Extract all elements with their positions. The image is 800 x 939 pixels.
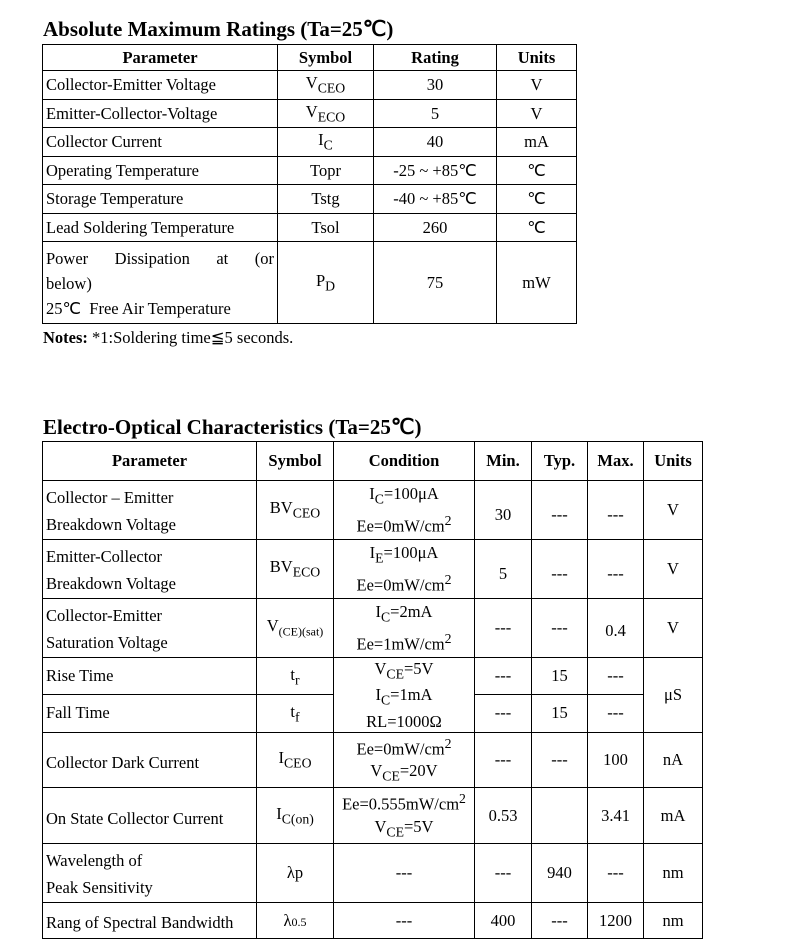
eoc-condition: $Ee=0mW/cm^2$ $V_{CE}=20V$ <box>334 732 475 788</box>
eoc-min: 30 <box>475 481 532 540</box>
amr-notes: Notes: *1:Soldering time≦5 seconds. <box>43 328 294 347</box>
eoc-units: V <box>644 599 703 658</box>
eoc-condition: $I_C=100\mu A$ $Ee=0mW/cm^2$ <box>334 481 475 540</box>
amr-symbol: $V_{CEO}$ <box>278 71 374 100</box>
eoc-row <box>43 903 703 939</box>
amr-row <box>43 214 577 242</box>
eoc-max: --- <box>588 695 644 732</box>
power-line-1: Power Dissipation at (or <box>46 249 274 268</box>
eoc-max: --- <box>588 658 644 695</box>
amr-rating: 30 <box>374 71 497 100</box>
eoc-units: V <box>644 481 703 540</box>
eoc-min: 0.53 <box>475 788 532 844</box>
eoc-condition: $I_E=100\mu A$ $Ee=0mW/cm^2$ <box>334 540 475 599</box>
eoc-condition: --- <box>334 903 475 939</box>
eoc-row <box>43 481 703 540</box>
eoc-parameter: Collector – Emitter Breakdown Voltage <box>43 481 257 540</box>
eoc-symbol: λp <box>257 844 334 903</box>
eoc-units: mA <box>644 788 703 844</box>
eoc-header-typ: Typ. <box>532 442 588 481</box>
eoc-condition: $Ee=0.555mW/cm^2$ $V_{CE}=5V$ <box>334 788 475 844</box>
amr-header-parameter: Parameter <box>43 45 278 71</box>
eoc-parameter: Wavelength of Peak Sensitivity <box>43 844 257 903</box>
amr-rating: -40 ~ +85℃ <box>374 185 497 214</box>
eoc-max: --- <box>588 481 644 540</box>
eoc-parameter: Fall Time <box>43 695 257 732</box>
amr-header-units: Units <box>497 45 577 71</box>
eoc-typ: 15 <box>532 695 588 732</box>
eoc-row <box>43 732 703 788</box>
amr-parameter <box>43 242 278 324</box>
eoc-units: nA <box>644 732 703 788</box>
amr-row <box>43 185 577 214</box>
eoc-min: 400 <box>475 903 532 939</box>
amr-row <box>43 71 577 100</box>
eoc-min: 5 <box>475 540 532 599</box>
eoc-row <box>43 599 703 658</box>
eoc-symbol: $V_{(CE)(sat)}$ <box>257 599 334 658</box>
eoc-row <box>43 658 703 695</box>
eoc-max: 1200 <box>588 903 644 939</box>
eoc-symbol: λ0.5 <box>257 903 334 939</box>
amr-symbol: $P_D$ <box>278 242 374 324</box>
amr-row <box>43 157 577 185</box>
eoc-symbol: $I_{C(on)}$ <box>257 788 334 844</box>
eoc-units: V <box>644 540 703 599</box>
amr-header-rating: Rating <box>374 45 497 71</box>
eoc-parameter: Emitter-Collector Breakdown Voltage <box>43 540 257 599</box>
eoc-symbol: $BV_{CEO}$ <box>257 481 334 540</box>
amr-parameter: Collector-Emitter Voltage <box>43 71 278 100</box>
amr-row <box>43 128 577 157</box>
amr-rating: 260 <box>374 214 497 242</box>
amr-rating: 40 <box>374 128 497 157</box>
eoc-max: --- <box>588 540 644 599</box>
eoc-typ: --- <box>532 540 588 599</box>
amr-header-symbol: Symbol <box>278 45 374 71</box>
eoc-header-row <box>43 442 703 481</box>
eoc-units: nm <box>644 903 703 939</box>
eoc-min: --- <box>475 658 532 695</box>
amr-units: mA <box>497 128 577 157</box>
eoc-symbol: $t_f$ <box>257 695 334 732</box>
amr-units: V <box>497 100 577 128</box>
amr-rating: -25 ~ +85℃ <box>374 157 497 185</box>
amr-parameter: Operating Temperature <box>43 157 278 185</box>
eoc-units: nm <box>644 844 703 903</box>
eoc-typ: 15 <box>532 658 588 695</box>
eoc-header-min: Min. <box>475 442 532 481</box>
eoc-max: 3.41 <box>588 788 644 844</box>
amr-parameter: Storage Temperature <box>43 185 278 214</box>
amr-units: ℃ <box>497 185 577 214</box>
amr-symbol: $V_{ECO}$ <box>278 100 374 128</box>
eoc-header-parameter: Parameter <box>43 442 257 481</box>
eoc-condition: --- <box>334 844 475 903</box>
amr-title: Absolute Maximum Ratings (Ta=25℃) <box>43 17 394 41</box>
amr-rating: 5 <box>374 100 497 128</box>
power-line-3: 25℃ Free Air Temperature <box>46 299 231 318</box>
eoc-max: 0.4 <box>588 599 644 658</box>
amr-units: V <box>497 71 577 100</box>
eoc-min: --- <box>475 599 532 658</box>
eoc-min: --- <box>475 844 532 903</box>
eoc-symbol: $I_{CEO}$ <box>257 732 334 788</box>
amr-parameter: Lead Soldering Temperature <box>43 214 278 242</box>
eoc-parameter: Rang of Spectral Bandwidth <box>43 903 257 939</box>
eoc-header-units: Units <box>644 442 703 481</box>
amr-units: ℃ <box>497 157 577 185</box>
eoc-max: 100 <box>588 732 644 788</box>
amr-parameter: Collector Current <box>43 128 278 157</box>
eoc-symbol: $BV_{ECO}$ <box>257 540 334 599</box>
eoc-parameter: Rise Time <box>43 658 257 695</box>
eoc-parameter: On State Collector Current <box>43 788 257 844</box>
amr-row <box>43 100 577 128</box>
eoc-condition: $V_{CE}=5V$ $I_C=1mA$ RL=1000Ω <box>334 658 475 733</box>
eoc-typ <box>532 788 588 844</box>
eoc-min: --- <box>475 695 532 732</box>
amr-parameter: Emitter-Collector-Voltage <box>43 100 278 128</box>
amr-row-power <box>43 242 577 324</box>
eoc-max: --- <box>588 844 644 903</box>
amr-header-row <box>43 45 577 71</box>
amr-table <box>42 44 577 324</box>
eoc-symbol: $t_r$ <box>257 658 334 695</box>
amr-symbol: Topr <box>278 157 374 185</box>
amr-units: ℃ <box>497 214 577 242</box>
eoc-min: --- <box>475 732 532 788</box>
eoc-typ: --- <box>532 599 588 658</box>
eoc-header-condition: Condition <box>334 442 475 481</box>
amr-rating: 75 <box>374 242 497 324</box>
power-line-2: below) <box>46 274 92 293</box>
eoc-header-max: Max. <box>588 442 644 481</box>
eoc-units: μS <box>644 658 703 733</box>
eoc-parameter: Collector Dark Current <box>43 732 257 788</box>
eoc-title: Electro-Optical Characteristics (Ta=25℃) <box>43 415 422 439</box>
eoc-typ: --- <box>532 732 588 788</box>
eoc-row <box>43 788 703 844</box>
eoc-parameter: Collector-Emitter Saturation Voltage <box>43 599 257 658</box>
amr-symbol: $I_C$ <box>278 128 374 157</box>
eoc-typ: --- <box>532 903 588 939</box>
eoc-typ: 940 <box>532 844 588 903</box>
amr-symbol: Tsol <box>278 214 374 242</box>
amr-units: mW <box>497 242 577 324</box>
eoc-condition: $I_C=2mA$ $Ee=1mW/cm^2$ <box>334 599 475 658</box>
eoc-row <box>43 540 703 599</box>
eoc-typ: --- <box>532 481 588 540</box>
eoc-header-symbol: Symbol <box>257 442 334 481</box>
amr-symbol: Tstg <box>278 185 374 214</box>
eoc-table <box>42 441 703 939</box>
eoc-row <box>43 844 703 903</box>
